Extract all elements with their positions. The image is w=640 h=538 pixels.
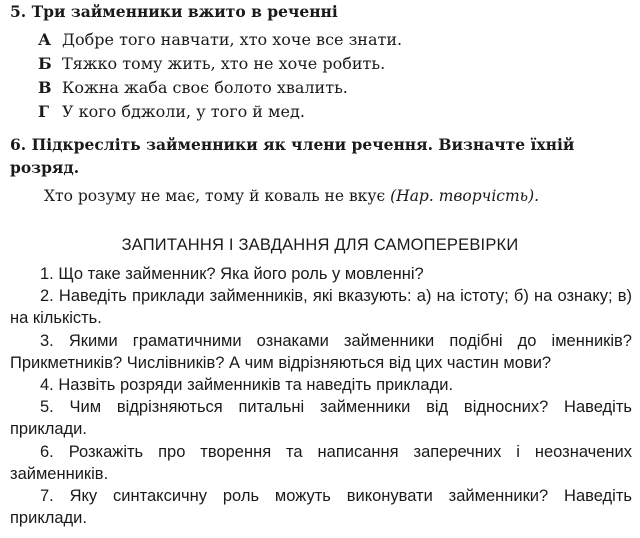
review-question: 1. Що таке займенник? Яка його роль у мовленні?: [40, 265, 424, 283]
option-letter: В: [38, 78, 52, 97]
review-question: 6. Розкажіть про творення та написання заперечних і неозначених займенників.: [10, 442, 632, 483]
task-6-quote: [44, 184, 539, 208]
task-5-title: 5. Три займенники вжито в реченні: [10, 2, 338, 21]
quote-source: (Нар. творчість).: [390, 187, 540, 205]
review-heading: ЗАПИТАННЯ І ЗАВДАННЯ ДЛЯ САМОПЕРЕВІРКИ: [121, 236, 519, 254]
option-letter: Г: [38, 102, 50, 121]
review-question: 5. Чим відрізняються питальні займенники від відносних? Наведіть приклади.: [10, 398, 632, 439]
option-text: Добре того навчати, хто хоче все знати.: [62, 30, 403, 49]
review-question: 7. Яку синтаксичну роль можуть виконувати займенники? Наведіть приклади.: [10, 487, 632, 528]
task-5-option-c: [38, 76, 348, 100]
option-text: У кого бджоли, у того й мед.: [62, 102, 305, 121]
review-question: 3. Якими граматичними ознаками займенники подібні до іменників? Прикметників? Числівників? А чим відрізняються від цих частин мови?: [10, 331, 632, 372]
task-5-option-d: [38, 100, 305, 124]
review-question: 4. Назвіть розряди займенників та наведіть приклади.: [40, 376, 454, 395]
task-6-title: 6. Підкресліть займенники як члени речення. Визначте їхній розряд.: [10, 135, 575, 177]
task-5-option-b: [38, 52, 385, 76]
option-text: Кожна жаба своє болото хвалить.: [62, 78, 348, 97]
option-letter: Б: [38, 54, 52, 73]
quote-text: Хто розуму не має, тому й коваль не вкує: [44, 187, 386, 205]
option-text: Тяжко тому жить, хто не хоче робить.: [62, 54, 386, 73]
review-questions-list: [10, 263, 632, 529]
task-5-option-a: [38, 28, 402, 52]
review-question: 2. Наведіть приклади займенників, які вказують: а) на істоту; б) на ознаку; в) на кількість.: [10, 287, 632, 328]
option-letter: А: [38, 30, 52, 49]
